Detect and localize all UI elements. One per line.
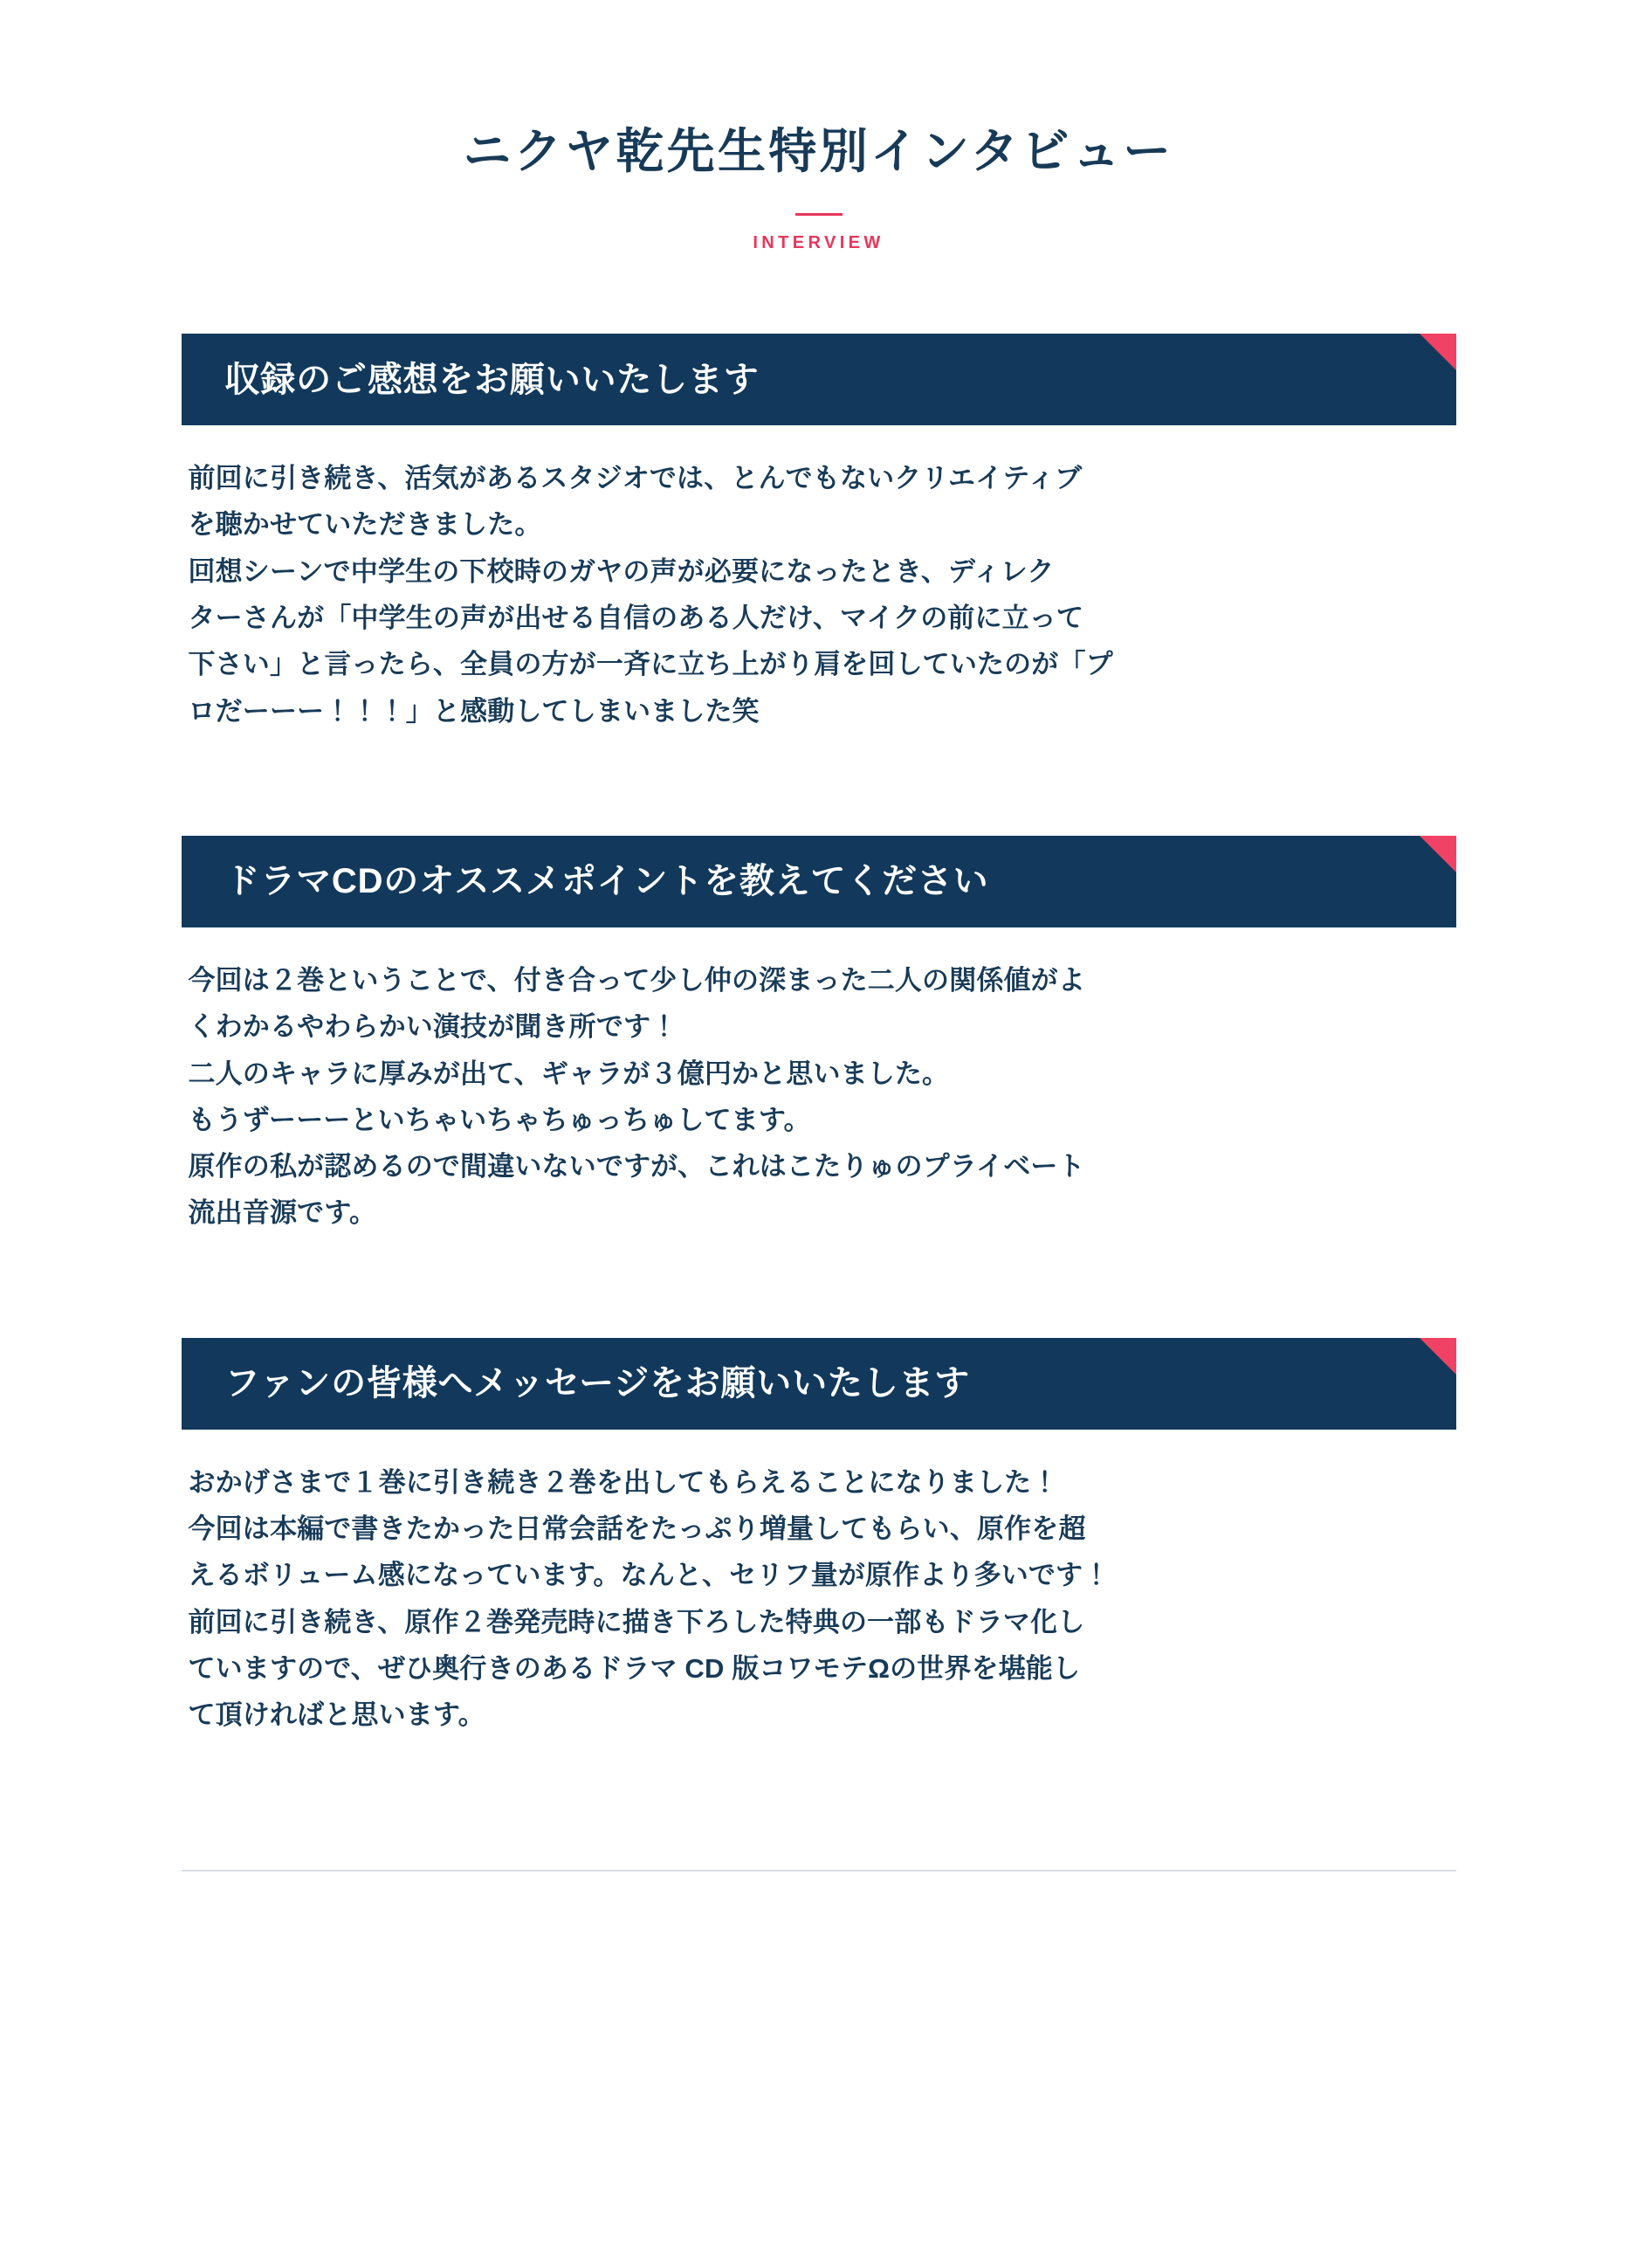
- answer-line: 下さい」と言ったら、全員の方が一斉に立ち上がり肩を回していたのが「プ: [188, 649, 1113, 680]
- answer-line: 今回は２巻ということで、付き合って少し仲の深まった二人の関係値がよ: [188, 964, 1085, 996]
- answer-line: 二人のキャラに厚みが出て、ギャラが３億円かと思いました。: [188, 1058, 950, 1089]
- title-divider: [795, 213, 843, 216]
- answer-line: 前回に引き続き、原作２巻発売時に描き下ろした特典の一部もドラマ化し: [188, 1606, 1085, 1637]
- corner-accent-icon: [1420, 334, 1456, 370]
- answer-line: 前回に引き続き、活気があるスタジオでは、とんでもないクリエイティブ: [188, 463, 1083, 493]
- qa-block: [182, 836, 1456, 1237]
- answer-line: もうずーーーといちゃいちゃちゅっちゅしてます。: [188, 1104, 811, 1135]
- question-text: 収録のご感想をお願いいたします: [224, 360, 760, 399]
- answer-line: 原作の私が認めるので間違いないですが、これはこたりゅのプライベート: [188, 1151, 1085, 1182]
- qa-list: [182, 253, 1456, 1739]
- page-title: ニクヤ乾先生特別インタビュー: [463, 124, 1174, 178]
- qa-block: [182, 334, 1456, 734]
- question-text: ドラマCDのオススメポイントを教えてください: [224, 862, 989, 901]
- question-bar: [182, 1338, 1456, 1430]
- answer-body: [182, 1430, 1456, 1739]
- corner-accent-icon: [1420, 836, 1456, 872]
- answer-line: を聴かせていただきました。: [188, 509, 542, 541]
- answer-line: ていますので、ぜひ奥行きのあるドラマ CD 版コワモテΩの世界を堪能し: [188, 1653, 1081, 1684]
- answer-line: くわかるやわらかい演技が聞き所です！: [188, 1011, 678, 1043]
- answer-line: おかげさまで１巻に引き続き２巻を出してもらえることになりました！: [188, 1466, 1059, 1498]
- corner-accent-icon: [1420, 1338, 1456, 1375]
- page-header: [0, 0, 1637, 253]
- answer-line: 回想シーンで中学生の下校時のガヤの声が必要になったとき、ディレク: [188, 555, 1055, 587]
- question-text: ファンの皆様へメッセージをお願いいたします: [224, 1364, 971, 1403]
- answer-line: 今回は本編で書きたかった日常会話をたっぷり増量してもらい、原作を超: [188, 1513, 1086, 1545]
- answer-line: えるボリューム感になっています。なんと、セリフ量が原作より多いです！: [188, 1560, 1111, 1591]
- answer-line: ターさんが「中学生の声が出せる自信のある人だけ、マイクの前に立って: [188, 602, 1084, 633]
- answer-body: [182, 425, 1456, 734]
- answer-line: て頂ければと思います。: [188, 1699, 485, 1731]
- question-bar: [182, 334, 1456, 425]
- answer-line: 流出音源です。: [188, 1197, 377, 1229]
- answer-body: [182, 927, 1456, 1237]
- question-bar: [182, 836, 1456, 927]
- footer-divider: [182, 1870, 1456, 1872]
- answer-line: ロだーーー！！！」と感動してしまいました笑: [188, 695, 760, 727]
- qa-block: [182, 1338, 1456, 1739]
- page-subtitle: INTERVIEW: [753, 233, 884, 252]
